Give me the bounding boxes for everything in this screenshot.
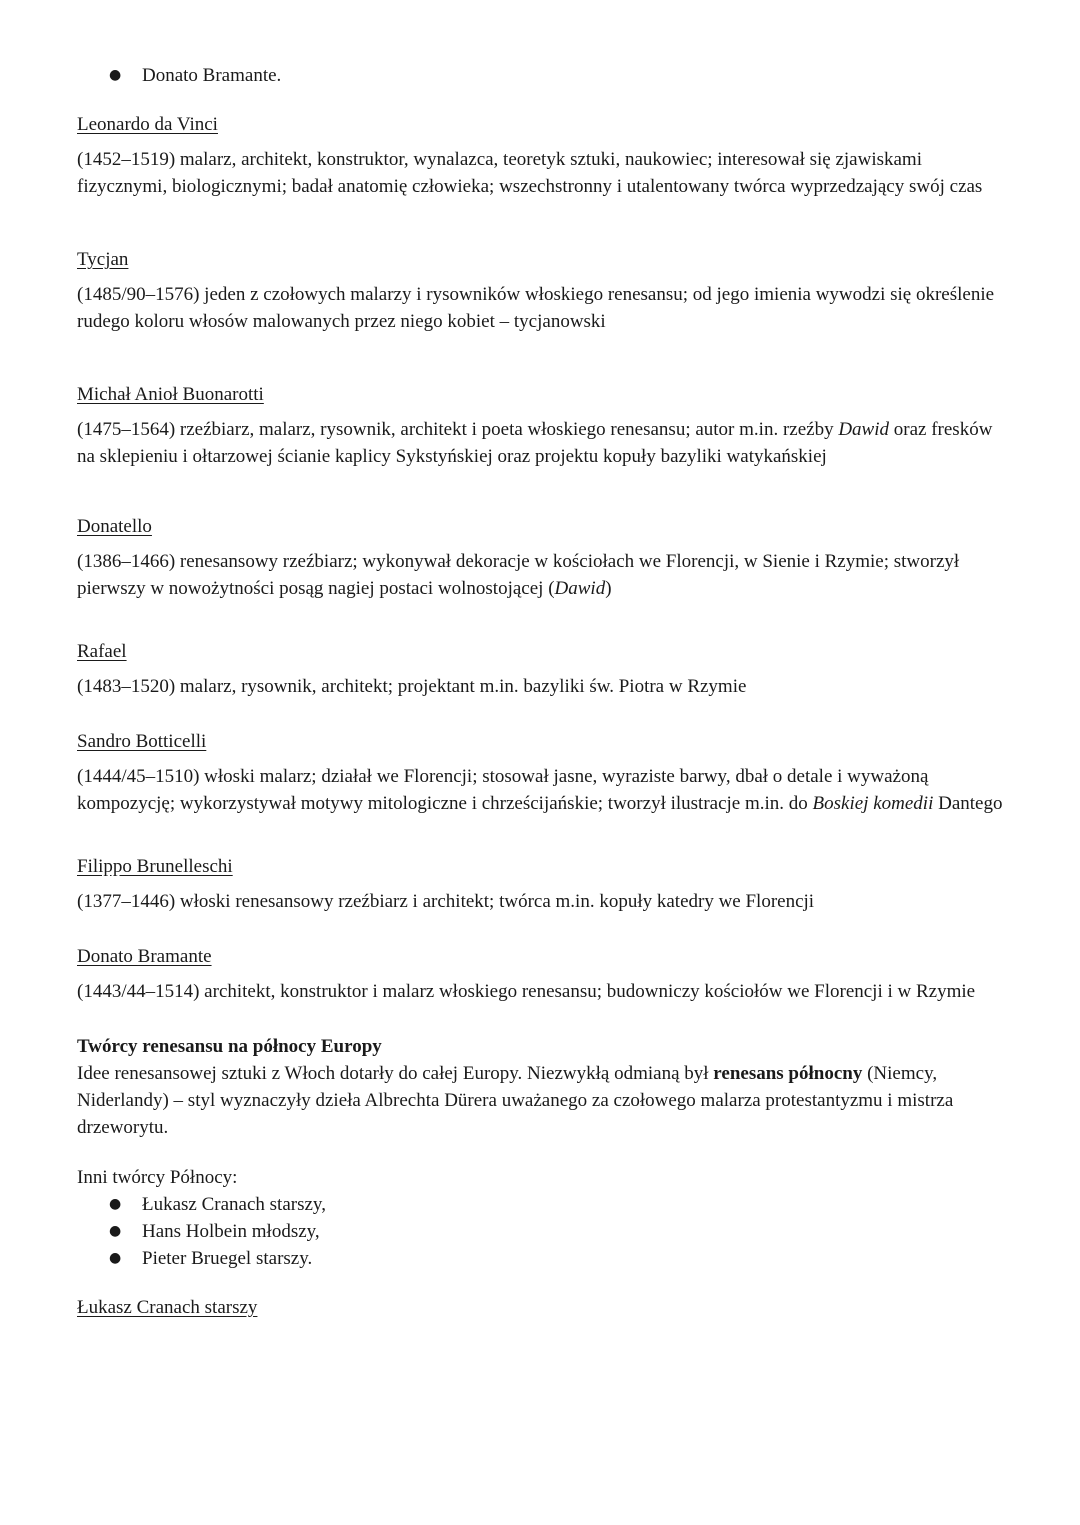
artist-name: Rafael bbox=[77, 641, 127, 662]
section-title: Twórcy renesansu na północy Europy bbox=[77, 1036, 382, 1057]
artist-entry-brunelleschi bbox=[77, 853, 1007, 915]
artist-entry-michelangelo bbox=[77, 381, 1007, 470]
artist-name: Michał Anioł Buonarotti bbox=[77, 384, 264, 405]
artist-entry-tycjan bbox=[77, 246, 1007, 335]
artist-name: Donatello bbox=[77, 516, 152, 537]
artist-entry-donatello bbox=[77, 513, 1007, 602]
artist-entry-rafael bbox=[77, 638, 1007, 700]
section-text: Idee renesansowej sztuki z Włoch dotarły do całej Europy. Niezwykłą odmianą był renesans północny (Niemcy, Niderlandy) – styl wyznaczyły dzieła Albrechta Dürera uważanego za czołowego malarza protestantyzmu i mistrza drzeworytu. bbox=[77, 1063, 954, 1138]
artist-name: Tycjan bbox=[77, 249, 129, 270]
artist-description: (1475–1564) rzeźbiarz, malarz, rysownik, architekt i poeta włoskiego renesansu; autor m.in. rzeźby Dawid oraz fresków na sklepieniu i ołtarzowej ścianie kaplicy Sykstyńskiej oraz projektu kopuły bazyliki watykańskiej bbox=[77, 419, 993, 467]
artist-description: (1485/90–1576) jeden z czołowych malarzy i rysowników włoskiego renesansu; od jego imienia wywodzi się określenie rudego koloru włosów malowanych przez niego kobiet – tycjanowski bbox=[77, 284, 995, 332]
work-title: Boskiej komedii bbox=[812, 793, 934, 814]
work-title: Dawid bbox=[554, 578, 606, 599]
list-item: ● Hans Holbein młodszy, bbox=[77, 1218, 1007, 1245]
list-item: ● Łukasz Cranach starszy, bbox=[77, 1191, 1007, 1218]
document-page bbox=[77, 62, 1007, 1321]
list-item: ● Donato Bramante. bbox=[77, 62, 1007, 89]
north-section bbox=[77, 1033, 1007, 1321]
artist-description: (1386–1466) renesansowy rzeźbiarz; wykonywał dekoracje w kościołach we Florencji, w Sienie i Rzymie; stworzył pierwszy w nowożytności posąg nagiej postaci wolnostojącej (Dawid) bbox=[77, 551, 960, 599]
artist-name: Donato Bramante bbox=[77, 946, 212, 967]
artist-description: (1377–1446) włoski renesansowy rzeźbiarz i architekt; twórca m.in. kopuły katedry we Florencji bbox=[77, 891, 815, 912]
work-title: Dawid bbox=[838, 419, 890, 440]
artist-name: Leonardo da Vinci bbox=[77, 114, 218, 135]
artist-description: (1483–1520) malarz, rysownik, architekt; projektant m.in. bazyliki św. Piotra w Rzymie bbox=[77, 676, 747, 697]
others-label: Inni twórcy Północy: bbox=[77, 1167, 238, 1188]
artist-entry-bramante bbox=[77, 943, 1007, 1005]
artist-description: (1452–1519) malarz, architekt, konstruktor, wynalazca, teoretyk sztuki, naukowiec; interesował się zjawiskami fizycznymi, biologicznymi; badał anatomię człowieka; wszechstronny i utalentowany twórca wyprzedzający swój czas bbox=[77, 149, 983, 197]
north-artists-list bbox=[77, 1191, 1007, 1272]
bold-term: renesans północny bbox=[713, 1063, 863, 1084]
top-bullet-list bbox=[77, 62, 1007, 89]
artist-entry-leonardo bbox=[77, 111, 1007, 200]
artist-name: Filippo Brunelleschi bbox=[77, 856, 233, 877]
artist-description: (1444/45–1510) włoski malarz; działał we Florencji; stosował jasne, wyraziste barwy, dbał o detale i wyważoną kompozycję; wykorzystywał motywy mitologiczne i chrześcijańskie; tworzył ilustracje m.in. do Boskiej komedii Dantego bbox=[77, 766, 1003, 814]
artist-name: Łukasz Cranach starszy bbox=[77, 1297, 258, 1318]
artist-description: (1443/44–1514) architekt, konstruktor i malarz włoskiego renesansu; budowniczy kościołów we Florencji i w Rzymie bbox=[77, 981, 976, 1002]
list-item: ● Pieter Bruegel starszy. bbox=[77, 1245, 1007, 1272]
artist-name: Sandro Botticelli bbox=[77, 731, 207, 752]
artist-entry-botticelli bbox=[77, 728, 1007, 817]
